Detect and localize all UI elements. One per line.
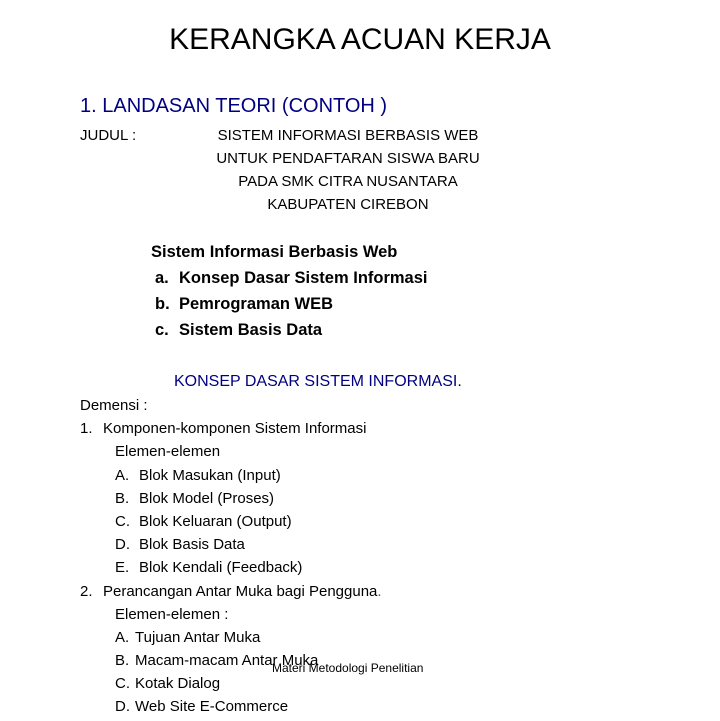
outline-part-title <box>80 582 382 605</box>
list-item-marker: A. <box>115 466 130 484</box>
document-title: KERANGKA ACUAN KERJA <box>169 23 551 56</box>
list-item-text: Blok Masukan (Input) <box>139 466 281 484</box>
list-item-text: Tujuan Antar Muka <box>135 628 261 646</box>
list-item <box>80 697 382 720</box>
outline-part-text: Komponen-komponen Sistem Informasi <box>103 420 367 438</box>
judul-label: JUDUL : <box>80 127 137 144</box>
konsep-heading-dot: . <box>457 373 462 390</box>
topic-marker: a. <box>155 269 169 287</box>
topic-item <box>151 319 428 345</box>
list-item <box>80 558 382 581</box>
konsep-heading <box>174 371 462 393</box>
list-item-marker: A. <box>115 628 130 646</box>
list-item-text: Kotak Dialog <box>135 675 221 693</box>
outline-sub-heading: Elemen-elemen : <box>115 605 229 623</box>
outline-part-number: 1. <box>80 420 93 438</box>
outline-part-number: 2. <box>80 582 93 600</box>
list-item-text: Macam-macam Antar Muka <box>135 652 319 670</box>
outline-part-trail: . <box>377 582 382 600</box>
outline-sub-heading: Elemen-elemen <box>115 443 221 461</box>
list-item-text: Blok Kendali (Feedback) <box>139 559 303 577</box>
topic-heading: Sistem Informasi Berbasis Web <box>151 243 398 261</box>
topic-text: Sistem Basis Data <box>179 321 323 339</box>
list-item-text: Blok Keluaran (Output) <box>139 512 292 530</box>
list-item-marker: D. <box>115 698 130 716</box>
judul-title-block <box>178 126 518 218</box>
judul-line: KABUPATEN CIREBON <box>267 196 429 213</box>
demensi-label: Demensi : <box>80 397 148 414</box>
list-item-marker: C. <box>115 675 130 693</box>
list-item-text: Blok Model (Proses) <box>139 489 275 507</box>
topic-text: Pemrograman WEB <box>179 295 334 313</box>
list-item-marker: E. <box>115 559 130 577</box>
list-item <box>80 674 382 697</box>
topic-list <box>151 241 428 345</box>
list-item-text: Blok Basis Data <box>139 536 245 554</box>
list-item <box>80 628 382 651</box>
judul-line: PADA SMK CITRA NUSANTARA <box>238 173 458 190</box>
list-item-marker: C. <box>115 512 130 530</box>
topic-text: Konsep Dasar Sistem Informasi <box>179 269 428 287</box>
list-item <box>80 535 382 558</box>
outline-part-title <box>80 419 382 442</box>
topic-marker: b. <box>155 295 170 313</box>
footer-note: Materi Metodologi Penelitian <box>272 661 424 675</box>
outline-part-text: Perancangan Antar Muka bagi Pengguna <box>103 582 378 600</box>
topic-item <box>151 267 428 293</box>
list-item <box>80 466 382 489</box>
topic-item <box>151 293 428 319</box>
list-item-text: Web Site E-Commerce <box>135 698 289 716</box>
list-item-marker: B. <box>115 489 130 507</box>
list-item-marker: B. <box>115 652 130 670</box>
topic-marker: c. <box>155 321 169 339</box>
section-heading: 1. LANDASAN TEORI (CONTOH ) <box>80 95 388 117</box>
judul-line: UNTUK PENDAFTARAN SISWA BARU <box>216 150 480 167</box>
list-item <box>80 512 382 535</box>
list-item <box>80 489 382 512</box>
konsep-heading-text: KONSEP DASAR SISTEM INFORMASI <box>174 373 458 390</box>
list-item-marker: D. <box>115 536 130 554</box>
judul-line: SISTEM INFORMASI BERBASIS WEB <box>217 127 479 144</box>
